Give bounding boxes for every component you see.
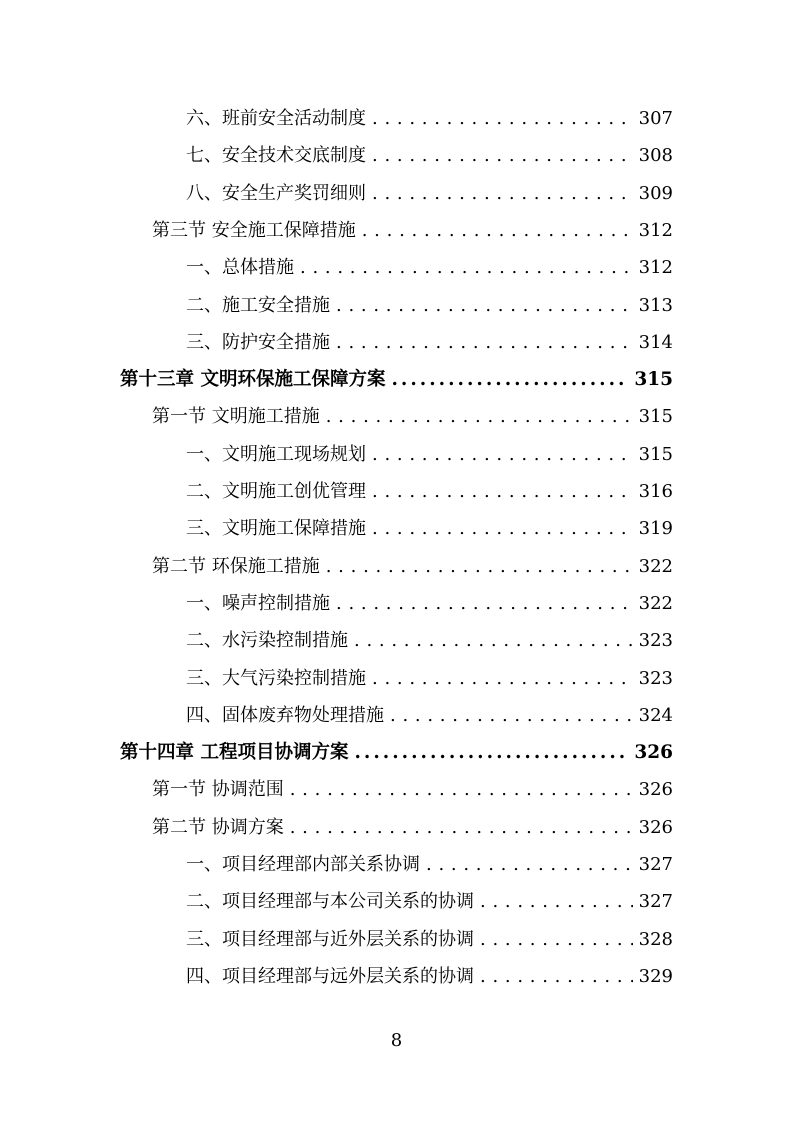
toc-entry-page: 327	[638, 854, 673, 875]
toc-entry-title: 三、大气污染控制措施	[186, 667, 366, 689]
toc-chapter-entry[interactable]	[120, 361, 673, 398]
toc-subsection-entry[interactable]	[186, 137, 673, 174]
toc-subsection-entry[interactable]	[186, 436, 673, 473]
toc-dot-leader	[391, 369, 628, 398]
toc-dot-leader	[326, 406, 633, 435]
toc-dot-leader	[354, 742, 628, 771]
toc-dot-leader	[354, 630, 633, 659]
toc-entry-page: 312	[638, 257, 673, 279]
toc-dot-leader	[362, 220, 633, 249]
toc-entry-page: 322	[638, 555, 673, 577]
toc-entry-title: 一、噪声控制措施	[186, 592, 330, 614]
toc-entry-title: 二、文明施工创优管理	[186, 481, 366, 502]
toc-entry-page: 329	[638, 965, 673, 987]
toc-dot-leader	[290, 817, 633, 846]
toc-entry-page: 315	[638, 406, 673, 428]
toc-entry-page: 319	[638, 518, 673, 540]
toc-entry-title: 二、施工安全措施	[186, 294, 330, 316]
toc-entry-page: 328	[638, 928, 673, 950]
toc-entry-title: 一、总体措施	[186, 257, 294, 279]
toc-section-entry[interactable]	[152, 809, 673, 846]
toc-dot-leader	[372, 183, 633, 212]
toc-dot-leader	[390, 705, 633, 734]
toc-dot-leader	[480, 891, 633, 920]
toc-entry-page: 326	[638, 779, 673, 801]
toc-subsection-entry[interactable]	[186, 287, 673, 324]
toc-subsection-entry[interactable]	[186, 846, 673, 883]
toc-section-entry[interactable]	[152, 548, 673, 585]
toc-subsection-entry[interactable]	[186, 921, 673, 958]
toc-subsection-entry[interactable]	[186, 175, 673, 212]
toc-entry-page: 324	[638, 704, 673, 726]
toc-section-entry[interactable]	[152, 212, 673, 249]
toc-entry-page: 309	[638, 182, 673, 204]
toc-dot-leader	[336, 593, 633, 622]
toc-entry-page: 323	[638, 630, 673, 652]
toc-entry-title: 一、文明施工现场规划	[186, 443, 366, 465]
toc-subsection-entry[interactable]	[186, 622, 673, 659]
toc-entry-title: 四、项目经理部与远外层关系的协调	[186, 965, 474, 987]
toc-entry-page: 314	[638, 331, 673, 353]
toc-entry-page: 307	[638, 108, 673, 129]
toc-entry-page: 326	[634, 742, 673, 764]
toc-entry-page: 308	[638, 145, 673, 167]
toc-entry-title: 三、文明施工保障措施	[186, 518, 366, 540]
toc-entry-title: 四、固体废弃物处理措施	[186, 704, 384, 726]
toc-dot-leader	[326, 556, 633, 585]
toc-subsection-entry[interactable]	[186, 660, 673, 697]
toc-entry-title: 第十四章 工程项目协调方案	[120, 742, 349, 764]
toc-entry-page: 322	[638, 592, 673, 614]
toc-dot-leader	[290, 779, 633, 808]
toc-dot-leader	[372, 481, 633, 510]
toc-dot-leader	[372, 444, 633, 473]
toc-subsection-entry[interactable]	[186, 249, 673, 286]
toc-entry-page: 315	[634, 369, 673, 391]
toc-dot-leader	[300, 257, 633, 286]
toc-entry-title: 二、项目经理部与本公司关系的协调	[186, 891, 474, 913]
toc-dot-leader	[372, 668, 633, 697]
toc-entry-title: 八、安全生产奖罚细则	[186, 182, 366, 204]
toc-subsection-entry[interactable]	[186, 697, 673, 734]
toc-dot-leader	[480, 966, 633, 995]
toc-section-entry[interactable]	[152, 398, 673, 435]
toc-entry-page: 316	[638, 481, 673, 502]
toc-entry-title: 七、安全技术交底制度	[186, 145, 366, 167]
toc-entry-title: 第二节 协调方案	[152, 816, 284, 838]
page-number: 8	[390, 1030, 403, 1051]
toc-entry-page: 323	[638, 667, 673, 689]
toc-entry-title: 六、班前安全活动制度	[186, 108, 366, 129]
toc-dot-leader	[426, 854, 633, 883]
toc-section-entry[interactable]	[152, 771, 673, 808]
toc-dot-leader	[372, 108, 633, 137]
toc-entry-page: 312	[638, 219, 673, 241]
toc-dot-leader	[372, 145, 633, 174]
toc-entry-title: 第三节 安全施工保障措施	[152, 219, 356, 241]
toc-subsection-entry[interactable]	[186, 585, 673, 622]
toc-subsection-entry[interactable]	[186, 510, 673, 547]
toc-entry-title: 一、项目经理部内部关系协调	[186, 854, 420, 875]
toc-subsection-entry[interactable]	[186, 883, 673, 920]
toc-entry-title: 第一节 文明施工措施	[152, 406, 320, 428]
toc-dot-leader	[336, 332, 633, 361]
toc-subsection-entry[interactable]	[186, 473, 673, 510]
toc-entry-title: 二、水污染控制措施	[186, 630, 348, 652]
toc-dot-leader	[336, 295, 633, 324]
toc-subsection-entry[interactable]	[186, 324, 673, 361]
toc-entry-page: 326	[638, 816, 673, 838]
toc-chapter-entry[interactable]	[120, 734, 673, 771]
toc-entry-title: 三、项目经理部与近外层关系的协调	[186, 928, 474, 950]
toc-subsection-entry[interactable]	[186, 100, 673, 137]
toc-subsection-entry[interactable]	[186, 958, 673, 995]
toc-entry-title: 三、防护安全措施	[186, 331, 330, 353]
toc-dot-leader	[480, 929, 633, 958]
toc-entry-page: 327	[638, 891, 673, 913]
toc-entry-page: 315	[638, 443, 673, 465]
toc-entry-title: 第一节 协调范围	[152, 779, 284, 801]
toc-dot-leader	[372, 518, 633, 547]
toc-entry-title: 第二节 环保施工措施	[152, 555, 320, 577]
toc-entry-title: 第十三章 文明环保施工保障方案	[120, 369, 386, 391]
toc-entry-page: 313	[638, 294, 673, 316]
